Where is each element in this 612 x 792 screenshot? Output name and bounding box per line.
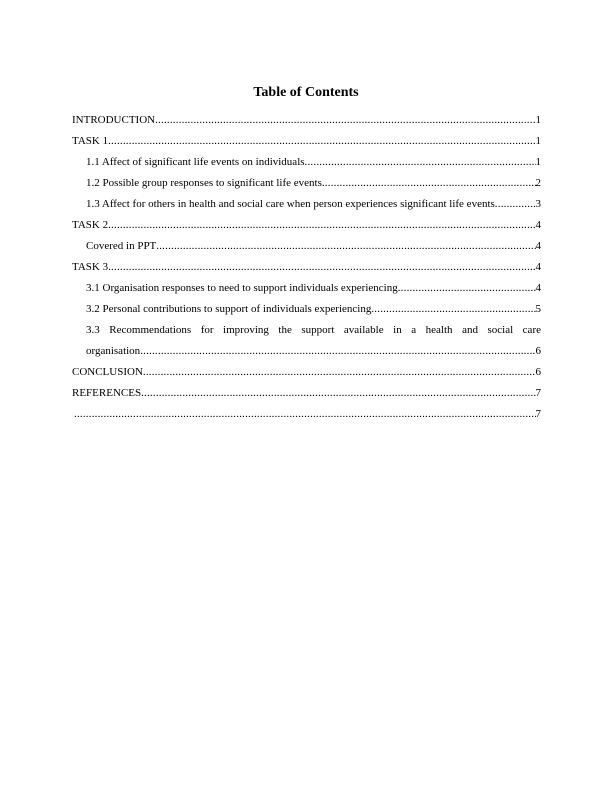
toc-entry-label: 1.1 Affect of significant life events on individuals bbox=[86, 156, 305, 168]
dot-leader bbox=[305, 156, 536, 169]
toc-entry-page: 7 bbox=[535, 408, 541, 420]
dot-leader bbox=[72, 408, 536, 421]
toc-entry-label: TASK 3 bbox=[72, 261, 109, 273]
toc-entry-page: 1 bbox=[535, 156, 541, 168]
toc-entry-task-2[interactable] bbox=[72, 219, 541, 232]
toc-entry-label: 1.3 Affect for others in health and social care when person experiences significant life events bbox=[86, 198, 495, 210]
toc-title: Table of Contents bbox=[253, 85, 359, 100]
table-of-contents bbox=[72, 114, 541, 429]
toc-entry-3-1[interactable] bbox=[72, 282, 541, 295]
toc-entry-3-3[interactable] bbox=[72, 324, 541, 358]
toc-entry-page: 5 bbox=[535, 303, 541, 315]
toc-entry-page: 4 bbox=[535, 261, 541, 273]
toc-entry-3-2[interactable] bbox=[72, 303, 541, 316]
toc-entry-page: 4 bbox=[535, 219, 541, 231]
dot-leader bbox=[108, 261, 535, 274]
toc-entry-references[interactable] bbox=[72, 387, 541, 400]
dot-leader bbox=[108, 135, 535, 148]
toc-entry-page: 4 bbox=[535, 282, 541, 294]
dot-leader bbox=[141, 387, 535, 400]
toc-entry-page: 1 bbox=[535, 135, 541, 147]
dot-leader bbox=[155, 114, 535, 127]
toc-entry-page: 7 bbox=[535, 387, 541, 399]
dot-leader bbox=[398, 282, 536, 295]
dot-leader bbox=[371, 303, 535, 316]
toc-entry-1-3[interactable] bbox=[72, 198, 541, 211]
toc-entry-label: TASK 2 bbox=[72, 219, 109, 231]
toc-entry-label: 3.2 Personal contributions to support of individuals experiencing bbox=[86, 303, 372, 315]
toc-entry-label: REFERENCES bbox=[72, 387, 142, 399]
dot-leader bbox=[108, 219, 535, 232]
toc-entry-1-2[interactable] bbox=[72, 177, 541, 190]
toc-entry-label: Covered in PPT bbox=[86, 240, 157, 252]
toc-entry-page: 1 bbox=[535, 114, 541, 126]
toc-entry-introduction[interactable] bbox=[72, 114, 541, 127]
toc-entry-covered-in-ppt[interactable] bbox=[72, 240, 541, 253]
dot-leader bbox=[156, 240, 535, 253]
toc-entry-page: 3 bbox=[535, 198, 541, 210]
toc-entry-label-line1: 3.3 Recommendations for improving the support available in a health and social care bbox=[86, 324, 541, 336]
toc-entry-conclusion[interactable] bbox=[72, 366, 541, 379]
toc-entry-untitled[interactable] bbox=[72, 408, 541, 421]
toc-entry-label: CONCLUSION bbox=[72, 366, 143, 378]
dot-leader bbox=[495, 198, 536, 211]
dot-leader bbox=[322, 177, 536, 190]
toc-entry-label: 3.1 Organisation responses to need to support individuals experiencing bbox=[86, 282, 398, 294]
toc-entry-task-3[interactable] bbox=[72, 261, 541, 274]
toc-entry-page: 2 bbox=[535, 177, 541, 189]
toc-entry-label-line2: organisation bbox=[86, 345, 141, 357]
toc-entry-page: 6 bbox=[535, 366, 541, 378]
toc-entry-label: 1.2 Possible group responses to significant life events bbox=[86, 177, 322, 189]
toc-entry-page: 6 bbox=[535, 345, 541, 357]
toc-entry-page: 4 bbox=[535, 240, 541, 252]
toc-entry-task-1[interactable] bbox=[72, 135, 541, 148]
dot-leader bbox=[143, 366, 536, 379]
toc-entry-label: TASK 1 bbox=[72, 135, 109, 147]
toc-entry-1-1[interactable] bbox=[72, 156, 541, 169]
toc-entry-label: INTRODUCTION bbox=[72, 114, 156, 126]
dot-leader bbox=[140, 345, 535, 358]
